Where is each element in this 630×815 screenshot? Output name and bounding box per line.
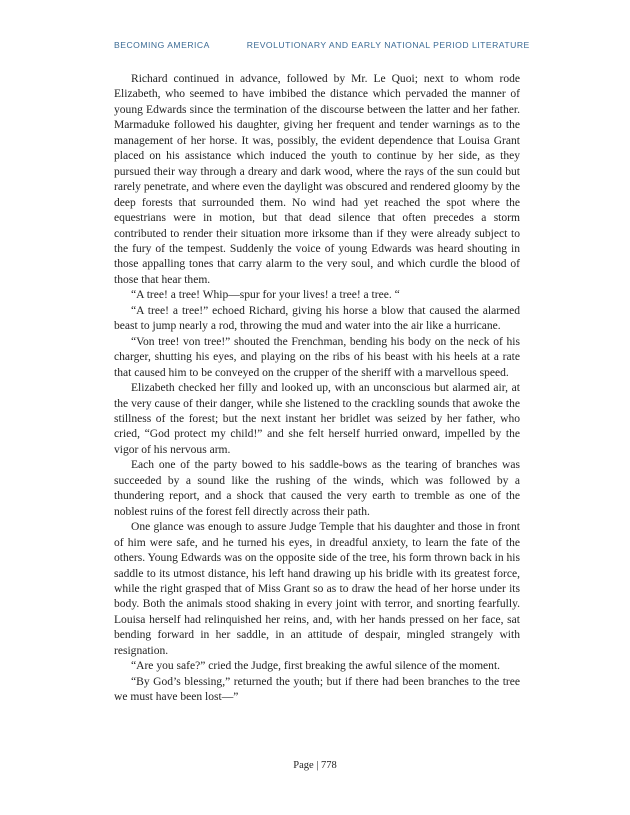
paragraph: “Are you safe?” cried the Judge, first breaking the awful silence of the moment. bbox=[131, 660, 501, 673]
paragraph: “A tree! a tree! Whip—spur for your lives! a tree! a tree. “ bbox=[131, 289, 400, 302]
running-header bbox=[114, 40, 534, 50]
paragraph: “By God’s blessing,” returned the youth; but if there had been branches to the tree we must have been lost—” bbox=[114, 675, 520, 704]
header-section-title: REVOLUTIONARY AND EARLY NATIONAL PERIOD LITERATURE bbox=[246, 40, 530, 50]
paragraph: Richard continued in advance, followed by Mr. Le Quoi; next to whom rode Elizabeth, who seemed to have imbibed the distance which pervaded the manner of young Edwards since the termination of the discourse between the latter and her father. Marmaduke followed his daughter, giving her frequent and tender warnings as to the management of her horse. It was, possibly, the evident dependence that Louisa Grant placed on his assistance which induced the youth to continue by her side, as they pursued their way through a dreary and dark wood, where the rays of the sun could but rarely penetrate, and where even the daylight was obscured and rendered gloomy by the deep forests that surrounded them. No wind had yet reached the spot where the equestrians were in motion, but that dead silence that often precedes a storm contributed to render their situation more irksome than if they were already subject to the fury of the tempest. Suddenly the voice of young Edwards was heard shouting in those appalling tones that carry alarm to the very soul, and which curdle the blood of those that hear them. bbox=[114, 73, 520, 286]
paragraph: “A tree! a tree!” echoed Richard, giving his horse a blow that caused the alarmed beast to jump nearly a rod, throwing the mud and water into the air like a hurricane. bbox=[114, 304, 520, 333]
paragraph: “Von tree! von tree!” shouted the Frenchman, bending his body on the neck of his charger, shutting his eyes, and playing on the ribs of his beast with his heels at a rate that caused him to be conveyed on the crupper of the sheriff with a marvellous speed. bbox=[114, 335, 520, 379]
paragraph: Each one of the party bowed to his saddle-bows as the tearing of branches was succeeded by a sound like the rushing of the winds, which was followed by a thundering report, and a shock that caused the very earth to tremble as one of the noblest ruins of the forest fell directly across their path. bbox=[114, 459, 520, 518]
page-number: Page | 778 bbox=[293, 760, 337, 771]
paragraph: Elizabeth checked her filly and looked up, with an unconscious but alarmed air, at the very cause of their danger, while she listened to the crackling sounds that awoke the stillness of the forest; but the next instant her bridlet was seized by her father, who cried, “God protect my child!” and she felt herself hurried onward, impelled by the vigor of his nervous arm. bbox=[114, 382, 520, 456]
paragraph: One glance was enough to assure Judge Temple that his daughter and those in front of him were safe, and he turned his eyes, in dreadful anxiety, to learn the fate of the others. Young Edwards was on the opposite side of the tree, his form thrown back in his saddle to its utmost distance, his left hand drawing up his bridle with its greatest force, while the right grasped that of Miss Grant so as to draw the head of her horse under its body. Both the animals stood shaking in every joint with terror, and snorting fearfully. Louisa herself had relinquished her reins, and, with her hands pressed on her face, sat bending forward in her saddle, in an attitude of despair, mingled strangely with resignation. bbox=[114, 521, 520, 657]
body-text bbox=[114, 72, 520, 706]
header-book-title: BECOMING AMERICA bbox=[114, 40, 210, 50]
